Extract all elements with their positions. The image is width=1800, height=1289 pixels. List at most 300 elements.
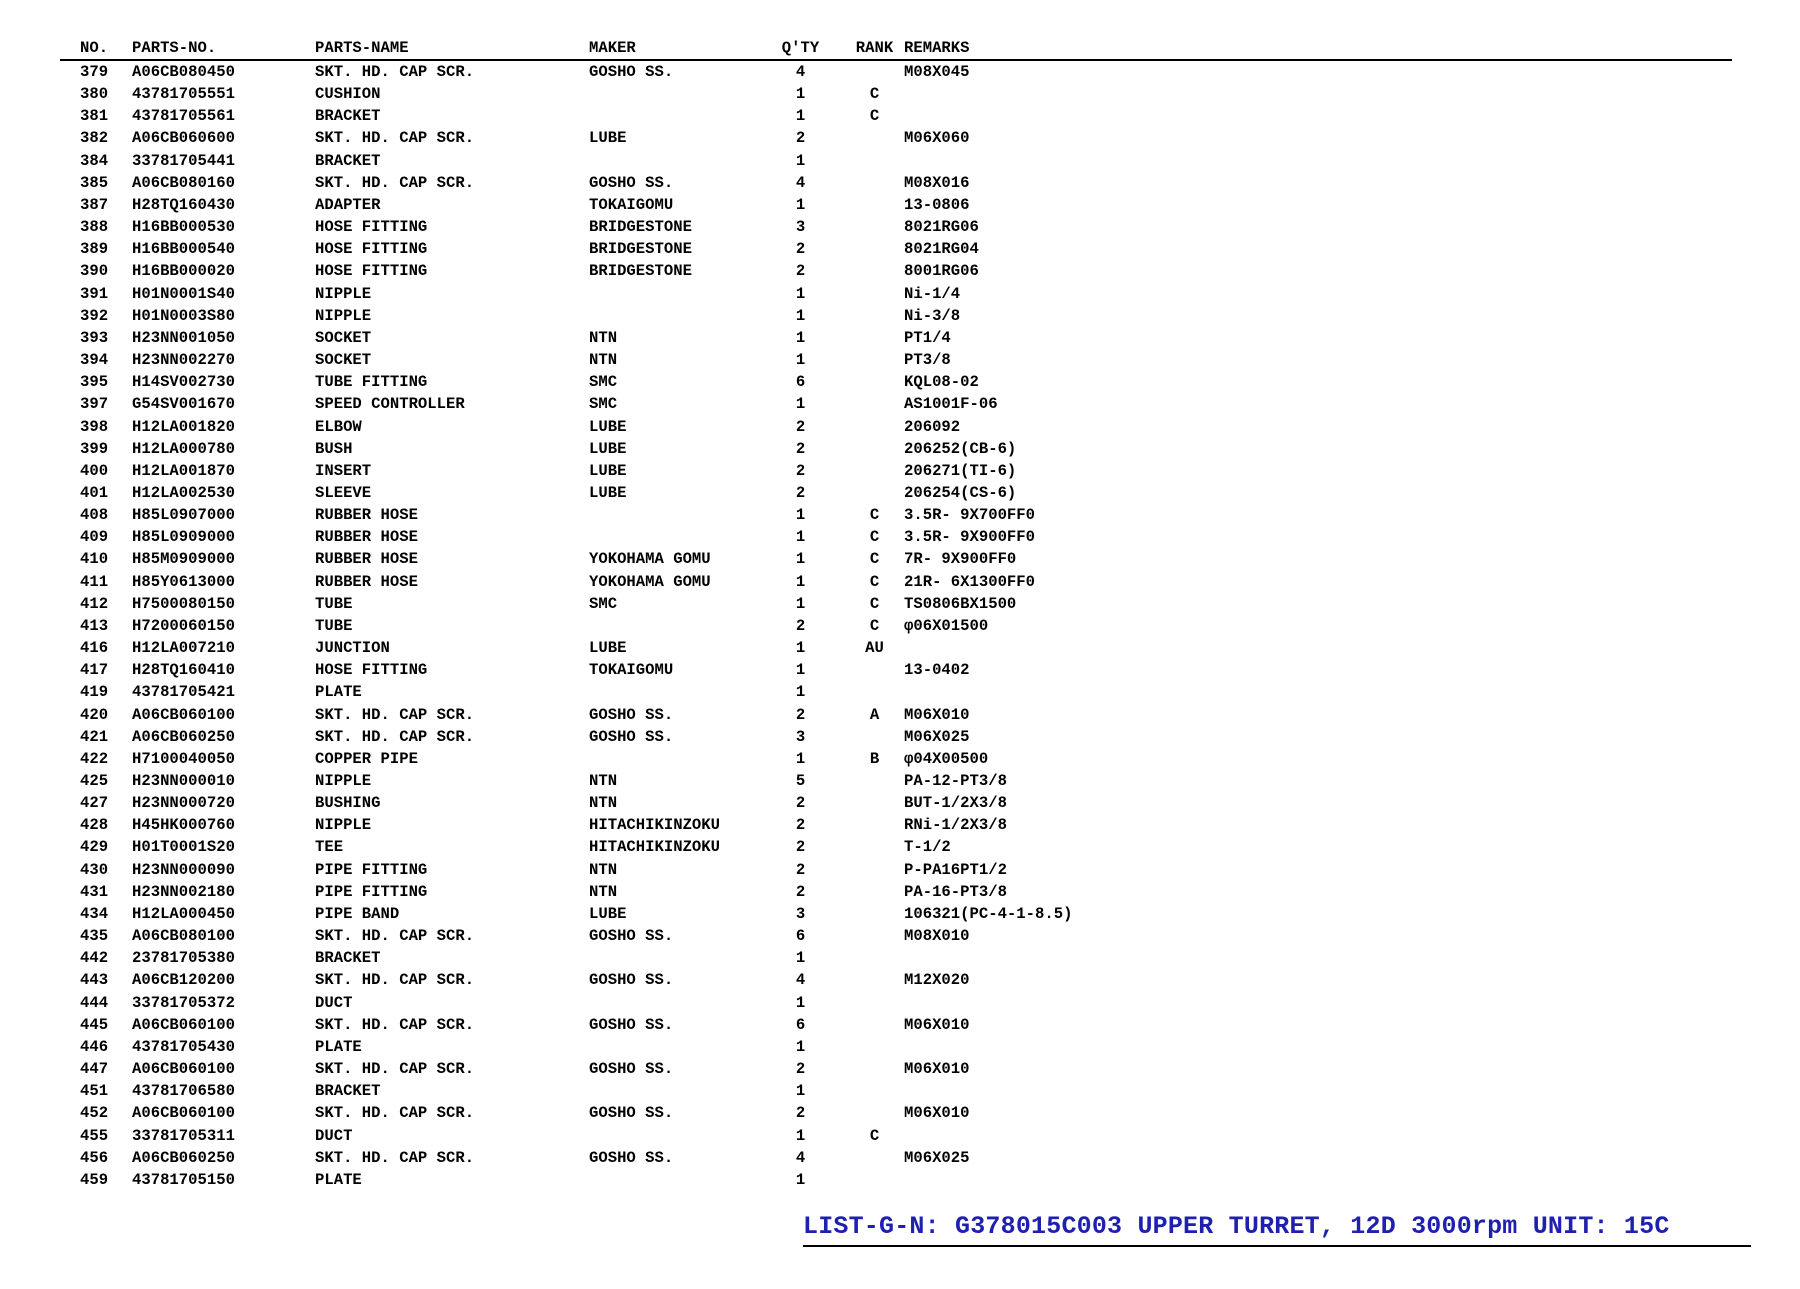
cell-remarks: [904, 947, 1732, 969]
cell-qty: 2: [795, 882, 806, 901]
cell-qty: 1: [795, 195, 806, 214]
cell-qty: 2: [795, 262, 806, 281]
cell-parts-no: 43781705430: [132, 1037, 235, 1056]
cell-maker: NTN: [589, 882, 618, 901]
table-row: [60, 416, 1732, 438]
cell-qty: 2: [795, 461, 806, 480]
cell-qty: 6: [795, 927, 806, 946]
table-row: [60, 393, 1732, 415]
cell-no: 422: [80, 749, 109, 768]
cell-no: 408: [80, 506, 109, 525]
cell-remarks: M06X025: [904, 727, 970, 746]
cell-maker: SMC: [589, 594, 618, 613]
header-parts-no: PARTS-NO.: [132, 36, 315, 60]
table-row: [60, 526, 1732, 548]
cell-parts-name: SKT. HD. CAP SCR.: [315, 1015, 475, 1034]
cell-no: 434: [80, 904, 109, 923]
cell-no: 446: [80, 1037, 109, 1056]
cell-parts-no: A06CB080450: [132, 63, 235, 81]
cell-rank: [835, 371, 904, 393]
cell-parts-name: ELBOW: [315, 417, 362, 436]
cell-parts-no: H23NN000090: [132, 860, 235, 879]
cell-qty: 1: [795, 351, 806, 370]
cell-no: 459: [80, 1170, 109, 1189]
cell-parts-name: NIPPLE: [315, 816, 372, 835]
cell-parts-no: H01N0001S40: [132, 284, 235, 303]
cell-maker: GOSHO SS.: [589, 173, 674, 192]
cell-rank: [835, 393, 904, 415]
cell-parts-no: H45HK000760: [132, 816, 235, 835]
cell-maker: [589, 947, 766, 969]
cell-remarks: M06X010: [904, 1104, 970, 1123]
cell-qty: 2: [795, 1060, 806, 1079]
cell-maker: [589, 748, 766, 770]
cell-parts-name: SKT. HD. CAP SCR.: [315, 1104, 475, 1123]
cell-maker: NTN: [589, 794, 618, 813]
cell-remarks: M12X020: [904, 971, 970, 990]
table-row: [60, 1147, 1732, 1169]
cell-remarks: M06X060: [904, 129, 970, 148]
cell-qty: 1: [795, 949, 806, 968]
cell-qty: 1: [795, 284, 806, 303]
cell-parts-name: BRACKET: [315, 1082, 381, 1101]
cell-parts-name: SKT. HD. CAP SCR.: [315, 173, 475, 192]
cell-remarks: M06X010: [904, 1015, 970, 1034]
cell-parts-name: SOCKET: [315, 328, 372, 347]
cell-parts-name: SKT. HD. CAP SCR.: [315, 971, 475, 990]
cell-qty: 2: [795, 616, 806, 635]
cell-no: 393: [80, 328, 109, 347]
cell-remarks: [904, 681, 1732, 703]
cell-remarks: P-PA16PT1/2: [904, 860, 1007, 879]
cell-parts-name: DUCT: [315, 993, 353, 1012]
cell-no: 385: [80, 173, 109, 192]
cell-no: 400: [80, 461, 109, 480]
cell-rank: [835, 659, 904, 681]
cell-qty: 1: [795, 639, 806, 658]
table-row: [60, 969, 1732, 991]
cell-rank: C: [869, 107, 880, 126]
cell-qty: 1: [795, 550, 806, 569]
cell-rank: [835, 969, 904, 991]
cell-parts-no: 43781706580: [132, 1082, 235, 1101]
cell-maker: LUBE: [589, 483, 627, 502]
cell-parts-name: SLEEVE: [315, 483, 372, 502]
cell-rank: C: [869, 572, 880, 591]
cell-no: 445: [80, 1015, 109, 1034]
cell-maker: [589, 83, 766, 105]
table-row: [60, 681, 1732, 703]
cell-no: 442: [80, 949, 109, 968]
table-row: [60, 438, 1732, 460]
cell-no: 409: [80, 528, 109, 547]
cell-no: 387: [80, 195, 109, 214]
cell-no: 392: [80, 306, 109, 325]
table-row: [60, 571, 1732, 593]
cell-parts-name: PIPE FITTING: [315, 860, 428, 879]
cell-remarks: AS1001F-06: [904, 395, 998, 414]
cell-rank: [835, 460, 904, 482]
cell-maker: BRIDGESTONE: [589, 240, 692, 259]
cell-qty: 1: [795, 528, 806, 547]
cell-parts-no: H01N0003S80: [132, 306, 235, 325]
cell-remarks: BUT-1/2X3/8: [904, 794, 1007, 813]
cell-qty: 1: [795, 1082, 806, 1101]
table-row: [60, 659, 1732, 681]
cell-rank: [835, 438, 904, 460]
cell-remarks: 206092: [904, 417, 961, 436]
cell-parts-no: A06CB060250: [132, 1148, 235, 1167]
cell-parts-no: H85L0907000: [132, 506, 235, 525]
cell-parts-name: HOSE FITTING: [315, 262, 428, 281]
cell-remarks: 206271(TI-6): [904, 461, 1017, 480]
cell-remarks: 8001RG06: [904, 262, 979, 281]
cell-remarks: 8021RG06: [904, 218, 979, 237]
cell-remarks: 7R- 9X900FF0: [904, 550, 1017, 569]
cell-maker: GOSHO SS.: [589, 1104, 674, 1123]
cell-parts-no: H14SV002730: [132, 373, 235, 392]
cell-no: 394: [80, 351, 109, 370]
cell-maker: LUBE: [589, 417, 627, 436]
cell-parts-no: H16BB000540: [132, 240, 235, 259]
table-row: [60, 460, 1732, 482]
cell-remarks: PA-12-PT3/8: [904, 772, 1007, 790]
cell-parts-name: NIPPLE: [315, 284, 372, 303]
table-row: [60, 615, 1732, 637]
cell-parts-no: H12LA001820: [132, 417, 235, 436]
header-row: [60, 36, 1732, 60]
cell-maker: LUBE: [589, 129, 627, 148]
table-row: [60, 1125, 1732, 1147]
cell-parts-name: PIPE FITTING: [315, 882, 428, 901]
cell-rank: C: [869, 550, 880, 569]
cell-qty: 6: [795, 373, 806, 392]
cell-remarks: M08X016: [904, 173, 970, 192]
cell-qty: 4: [795, 173, 806, 192]
table-row: [60, 83, 1732, 105]
cell-parts-name: NIPPLE: [315, 772, 372, 790]
cell-parts-name: SKT. HD. CAP SCR.: [315, 727, 475, 746]
cell-parts-name: SKT. HD. CAP SCR.: [315, 129, 475, 148]
cell-maker: TOKAIGOMU: [589, 195, 674, 214]
cell-maker: GOSHO SS.: [589, 727, 674, 746]
table-header: [60, 36, 1732, 60]
cell-no: 430: [80, 860, 109, 879]
cell-qty: 1: [795, 395, 806, 414]
table-row: [60, 836, 1732, 858]
cell-rank: [835, 150, 904, 172]
cell-no: 381: [80, 107, 109, 126]
cell-parts-no: A06CB060100: [132, 705, 235, 724]
cell-no: 456: [80, 1148, 109, 1167]
cell-parts-name: SKT. HD. CAP SCR.: [315, 705, 475, 724]
cell-parts-name: INSERT: [315, 461, 372, 480]
cell-parts-no: H23NN000720: [132, 794, 235, 813]
cell-rank: [835, 60, 904, 83]
cell-parts-no: 33781705311: [132, 1126, 235, 1145]
header-parts-name: PARTS-NAME: [315, 36, 589, 60]
cell-maker: BRIDGESTONE: [589, 262, 692, 281]
cell-qty: 1: [795, 306, 806, 325]
cell-no: 411: [80, 572, 109, 591]
cell-remarks: 106321(PC-4-1-8.5): [904, 904, 1073, 923]
cell-maker: LUBE: [589, 439, 627, 458]
cell-rank: [835, 1058, 904, 1080]
cell-maker: GOSHO SS.: [589, 705, 674, 724]
cell-no: 421: [80, 727, 109, 746]
cell-rank: C: [869, 1126, 880, 1145]
table-row: [60, 726, 1732, 748]
table-row: [60, 814, 1732, 836]
cell-rank: [835, 792, 904, 814]
cell-maker: GOSHO SS.: [589, 63, 674, 81]
cell-parts-name: BRACKET: [315, 107, 381, 126]
cell-no: 397: [80, 395, 109, 414]
cell-qty: 3: [795, 727, 806, 746]
cell-rank: [835, 992, 904, 1014]
header-remarks: REMARKS: [904, 36, 1732, 60]
cell-remarks: [904, 105, 1732, 127]
table-row: [60, 1102, 1732, 1124]
cell-no: 425: [80, 772, 109, 790]
cell-rank: [835, 859, 904, 881]
cell-remarks: [904, 150, 1732, 172]
table-row: [60, 105, 1732, 127]
cell-parts-name: TUBE: [315, 616, 353, 635]
cell-parts-no: A06CB060100: [132, 1060, 235, 1079]
header-qty: Q'TY: [766, 36, 835, 60]
cell-parts-name: NIPPLE: [315, 306, 372, 325]
cell-rank: C: [869, 85, 880, 104]
cell-no: 443: [80, 971, 109, 990]
cell-maker: GOSHO SS.: [589, 1148, 674, 1167]
cell-maker: GOSHO SS.: [589, 1060, 674, 1079]
cell-parts-no: A06CB060100: [132, 1015, 235, 1034]
cell-qty: 5: [795, 772, 806, 790]
cell-parts-name: RUBBER HOSE: [315, 528, 418, 547]
cell-rank: [835, 482, 904, 504]
cell-qty: 2: [795, 816, 806, 835]
cell-qty: 1: [795, 572, 806, 591]
table-row: [60, 925, 1732, 947]
cell-no: 416: [80, 639, 109, 658]
cell-maker: [589, 526, 766, 548]
cell-no: 391: [80, 284, 109, 303]
cell-qty: 2: [795, 483, 806, 502]
cell-qty: 2: [795, 838, 806, 857]
table-row: [60, 548, 1732, 570]
cell-remarks: M08X045: [904, 63, 970, 81]
cell-no: 395: [80, 373, 109, 392]
cell-qty: 1: [795, 993, 806, 1012]
cell-no: 389: [80, 240, 109, 259]
cell-parts-no: H01T0001S20: [132, 838, 235, 857]
cell-parts-name: HOSE FITTING: [315, 218, 428, 237]
cell-parts-no: A06CB080160: [132, 173, 235, 192]
cell-maker: GOSHO SS.: [589, 1015, 674, 1034]
table-row: [60, 327, 1732, 349]
cell-parts-no: H12LA007210: [132, 639, 235, 658]
cell-parts-no: 43781705150: [132, 1170, 235, 1189]
cell-rank: [835, 881, 904, 903]
cell-qty: 2: [795, 439, 806, 458]
cell-rank: [835, 1169, 904, 1191]
cell-parts-no: A06CB060100: [132, 1104, 235, 1123]
cell-maker: HITACHIKINZOKU: [589, 838, 721, 857]
cell-parts-no: H12LA000450: [132, 904, 235, 923]
cell-no: 412: [80, 594, 109, 613]
cell-qty: 1: [795, 749, 806, 768]
cell-remarks: 8021RG04: [904, 240, 979, 259]
cell-qty: 2: [795, 417, 806, 436]
cell-parts-name: TUBE: [315, 594, 353, 613]
cell-remarks: [904, 1125, 1732, 1147]
table-row: [60, 947, 1732, 969]
table-row: [60, 283, 1732, 305]
table-row: [60, 172, 1732, 194]
cell-qty: 6: [795, 1015, 806, 1034]
cell-rank: [835, 770, 904, 792]
cell-rank: [835, 216, 904, 238]
cell-parts-name: HOSE FITTING: [315, 240, 428, 259]
cell-maker: NTN: [589, 860, 618, 879]
cell-maker: YOKOHAMA GOMU: [589, 550, 711, 569]
table-row: [60, 770, 1732, 792]
cell-parts-name: TEE: [315, 838, 344, 857]
cell-qty: 1: [795, 328, 806, 347]
cell-parts-no: A06CB060250: [132, 727, 235, 746]
cell-maker: SMC: [589, 395, 618, 414]
cell-no: 419: [80, 683, 109, 702]
cell-parts-no: H85M0909000: [132, 550, 235, 569]
cell-rank: [835, 947, 904, 969]
cell-qty: 2: [795, 1104, 806, 1123]
cell-qty: 1: [795, 1170, 806, 1189]
cell-remarks: KQL08-02: [904, 373, 979, 392]
cell-parts-name: RUBBER HOSE: [315, 572, 418, 591]
cell-maker: [589, 1036, 766, 1058]
cell-rank: C: [869, 506, 880, 525]
cell-maker: [589, 105, 766, 127]
table-row: [60, 748, 1732, 770]
cell-maker: [589, 1125, 766, 1147]
cell-maker: LUBE: [589, 904, 627, 923]
cell-parts-name: PLATE: [315, 683, 362, 702]
cell-rank: C: [869, 528, 880, 547]
cell-qty: 2: [795, 129, 806, 148]
cell-remarks: φ04X00500: [904, 749, 989, 768]
cell-rank: [835, 903, 904, 925]
table-row: [60, 903, 1732, 925]
cell-no: 398: [80, 417, 109, 436]
table-row: [60, 482, 1732, 504]
cell-parts-no: H23NN002270: [132, 351, 235, 370]
cell-remarks: 21R- 6X1300FF0: [904, 572, 1036, 591]
cell-maker: NTN: [589, 351, 618, 370]
cell-rank: [835, 1080, 904, 1102]
parts-table: [60, 36, 1732, 1191]
cell-no: 379: [80, 63, 109, 81]
header-no: NO.: [60, 36, 132, 60]
cell-qty: 2: [795, 860, 806, 879]
cell-remarks: PT1/4: [904, 328, 951, 347]
table-row: [60, 349, 1732, 371]
list-title: LIST-G-N: G378015C003 UPPER TURRET, 12D 3000rpm UNIT: 15C: [803, 1212, 1751, 1247]
table-row: [60, 504, 1732, 526]
cell-no: 384: [80, 151, 109, 170]
table-row: [60, 60, 1732, 83]
table-row: [60, 637, 1732, 659]
cell-qty: 1: [795, 1037, 806, 1056]
cell-qty: 1: [795, 683, 806, 702]
cell-parts-name: SPEED CONTROLLER: [315, 395, 465, 414]
table-row: [60, 704, 1732, 726]
cell-remarks: 206252(CB-6): [904, 439, 1017, 458]
cell-parts-name: BRACKET: [315, 949, 381, 968]
cell-parts-no: H12LA000780: [132, 439, 235, 458]
header-rank: RANK: [835, 36, 904, 60]
cell-rank: [835, 327, 904, 349]
cell-rank: [835, 260, 904, 282]
table-row: [60, 1014, 1732, 1036]
cell-parts-name: PLATE: [315, 1037, 362, 1056]
table-row: [60, 792, 1732, 814]
table-row: [60, 1169, 1732, 1191]
cell-parts-name: ADAPTER: [315, 195, 381, 214]
cell-parts-name: SKT. HD. CAP SCR.: [315, 1148, 475, 1167]
table-row: [60, 127, 1732, 149]
cell-parts-name: TUBE FITTING: [315, 373, 428, 392]
cell-remarks: φ06X01500: [904, 616, 989, 635]
cell-parts-no: H16BB000020: [132, 262, 235, 281]
cell-remarks: M06X025: [904, 1148, 970, 1167]
table-row: [60, 992, 1732, 1014]
cell-remarks: [904, 1036, 1732, 1058]
cell-maker: YOKOHAMA GOMU: [589, 572, 711, 591]
cell-parts-name: BUSH: [315, 439, 353, 458]
cell-remarks: T-1/2: [904, 838, 951, 857]
cell-rank: [835, 238, 904, 260]
cell-no: 427: [80, 794, 109, 813]
cell-qty: 1: [795, 107, 806, 126]
cell-no: 417: [80, 661, 109, 680]
cell-qty: 3: [795, 904, 806, 923]
cell-qty: 1: [795, 594, 806, 613]
cell-parts-name: COPPER PIPE: [315, 749, 418, 768]
cell-no: 455: [80, 1126, 109, 1145]
cell-parts-name: SKT. HD. CAP SCR.: [315, 927, 475, 946]
cell-parts-no: 43781705551: [132, 85, 235, 104]
cell-rank: [835, 349, 904, 371]
cell-parts-no: H7200060150: [132, 616, 235, 635]
cell-maker: [589, 1080, 766, 1102]
cell-qty: 1: [795, 506, 806, 525]
table-row: [60, 260, 1732, 282]
cell-parts-name: CUSHION: [315, 85, 381, 104]
cell-no: 429: [80, 838, 109, 857]
cell-remarks: 13-0402: [904, 661, 970, 680]
cell-no: 447: [80, 1060, 109, 1079]
cell-parts-no: H12LA001870: [132, 461, 235, 480]
cell-rank: [835, 283, 904, 305]
cell-no: 380: [80, 85, 109, 104]
cell-remarks: Ni-3/8: [904, 306, 961, 325]
cell-maker: [589, 1169, 766, 1191]
cell-parts-no: H12LA002530: [132, 483, 235, 502]
cell-qty: 1: [795, 661, 806, 680]
cell-remarks: [904, 83, 1732, 105]
cell-parts-no: A06CB080100: [132, 927, 235, 946]
